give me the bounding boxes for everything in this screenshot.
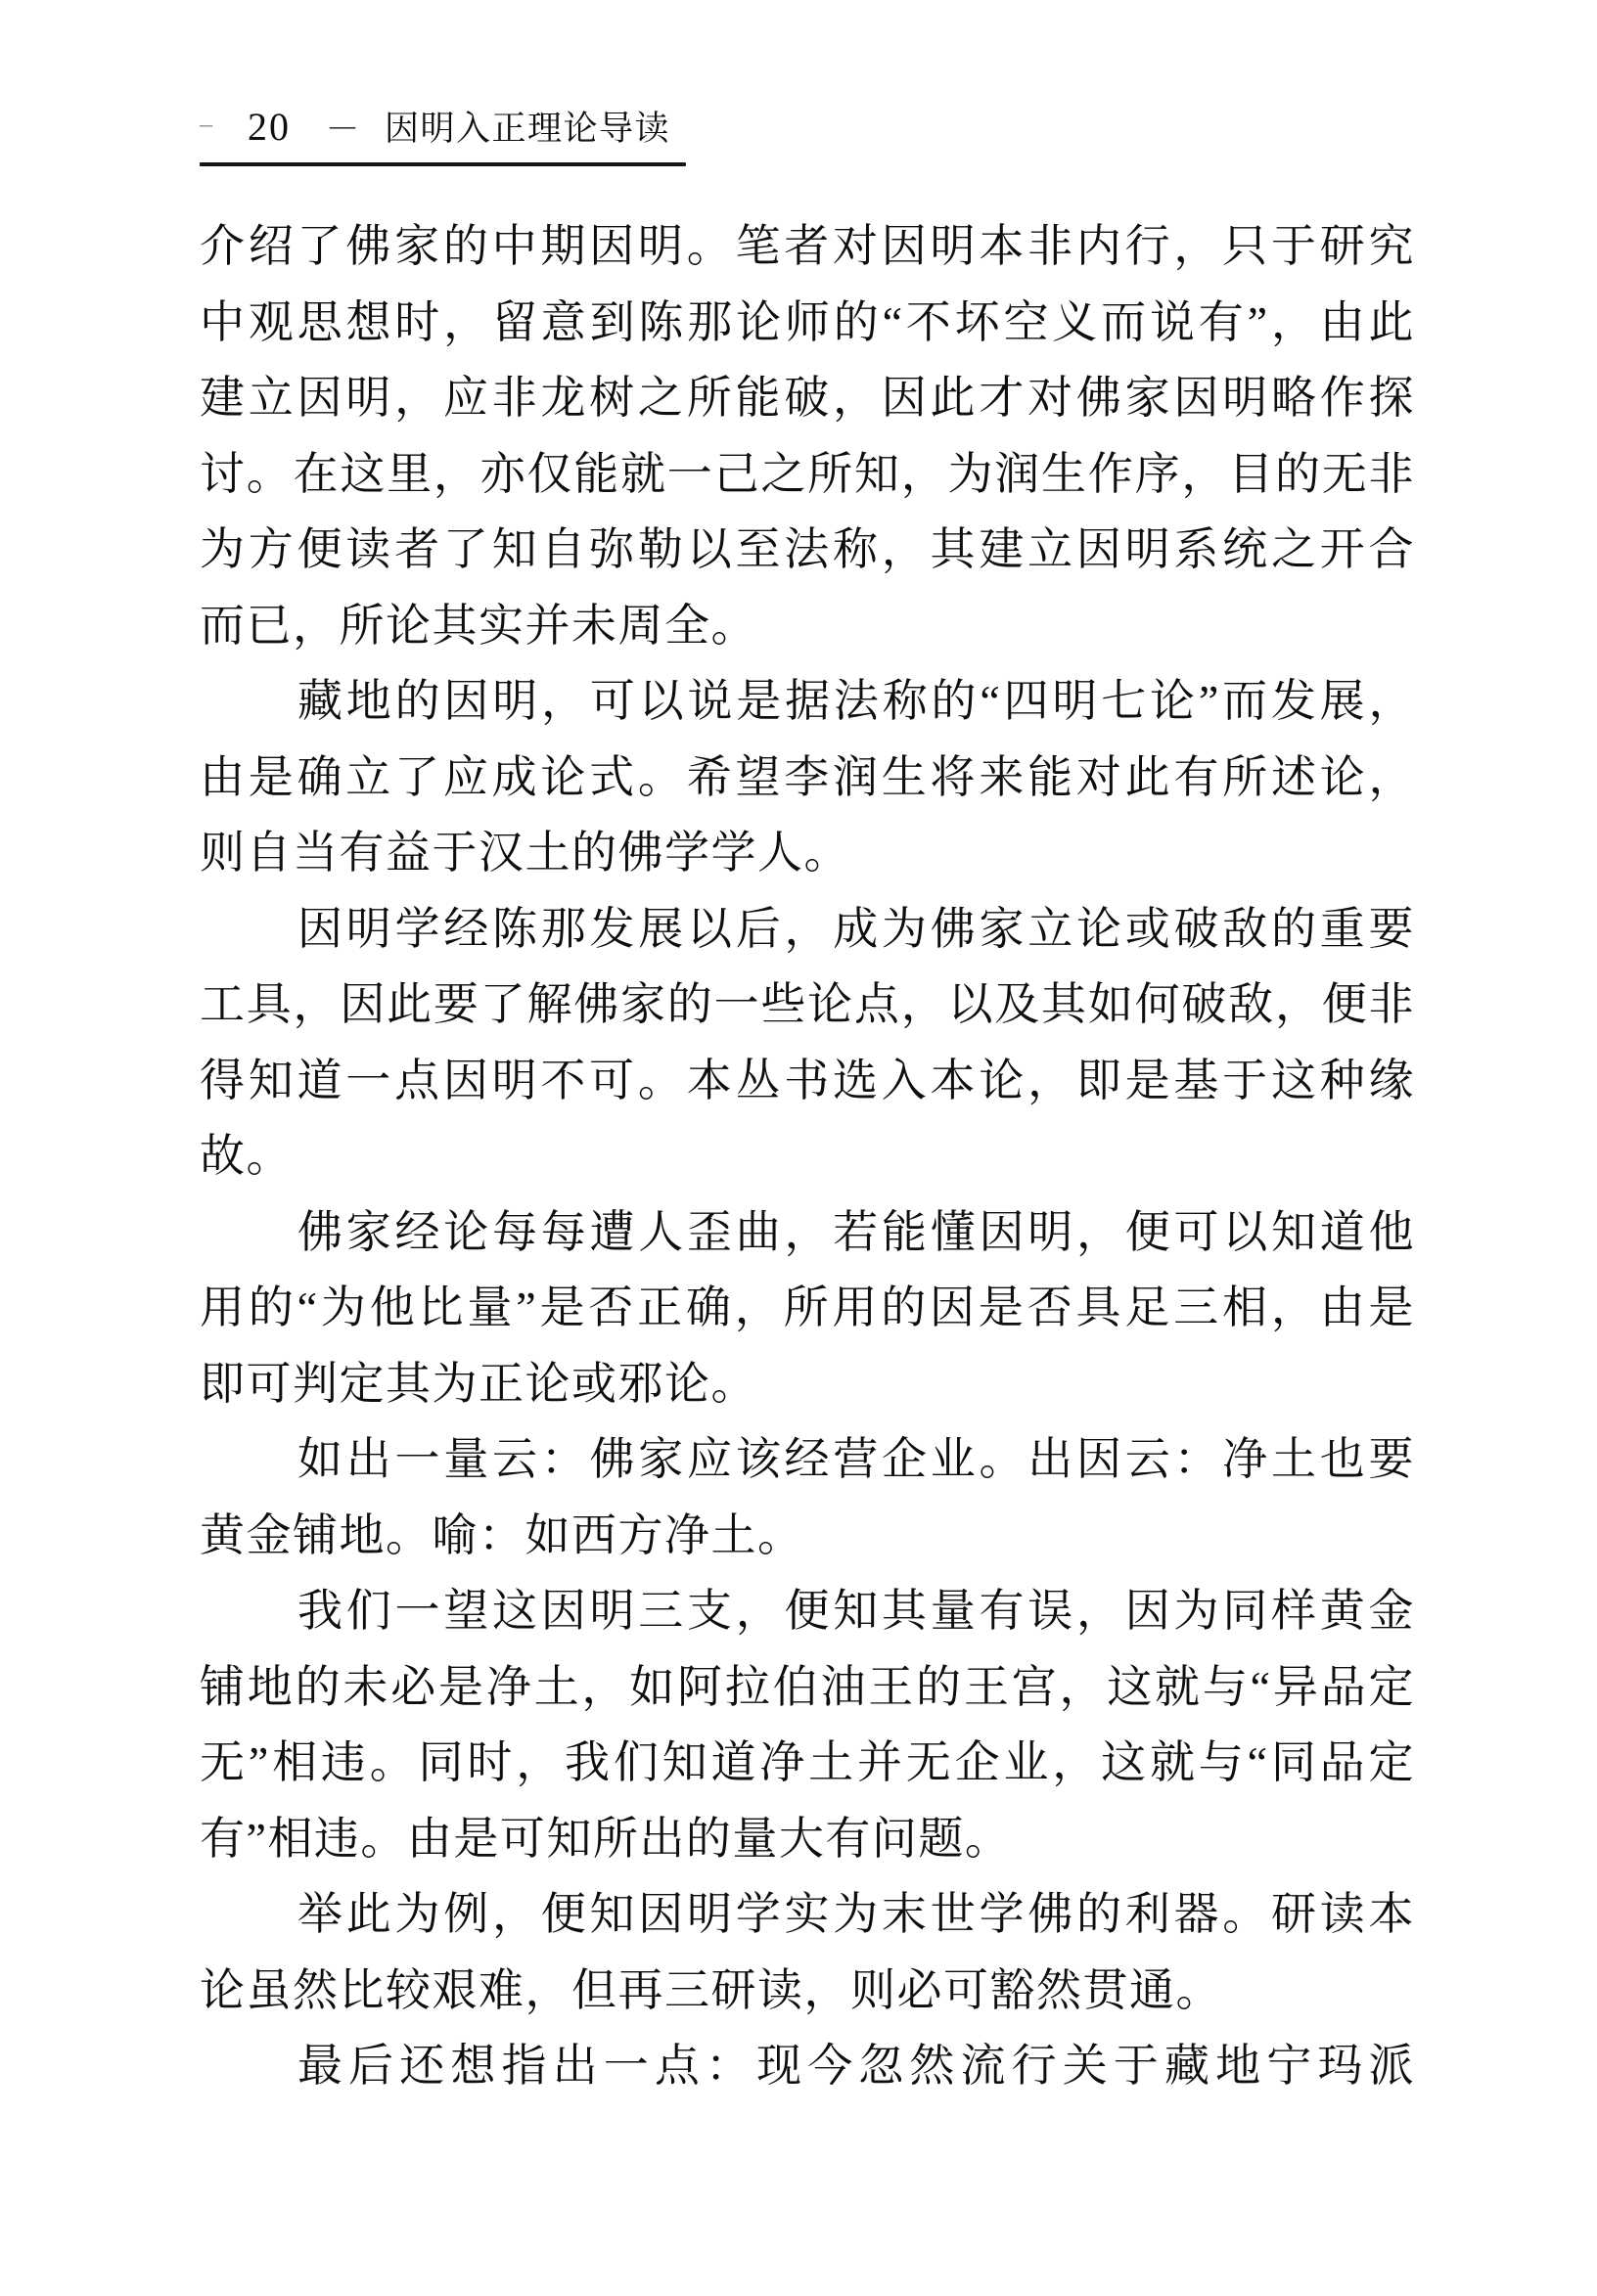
header-left-dash: – bbox=[200, 110, 212, 138]
page-header bbox=[200, 102, 686, 149]
text-line: 而已，所论其实并未周全。 bbox=[200, 600, 757, 651]
body-text bbox=[200, 208, 1415, 2104]
text-line: 中观思想时，留意到陈那论师的“不坏空义而说有”，由此 bbox=[200, 296, 1415, 347]
text-line: 有”相违。由是可知所出的量大有问题。 bbox=[200, 1813, 1012, 1864]
text-line: 最后还想指出一点：现今忽然流行关于藏地宁玛派 bbox=[297, 2041, 1415, 2091]
text-line: 举此为例，便知因明学实为末世学佛的利器。研读本 bbox=[297, 1889, 1415, 1939]
text-line: 为方便读者了知自弥勒以至法称，其建立因明系统之开合 bbox=[200, 524, 1415, 574]
text-line: 佛家经论每每遭人歪曲，若能懂因明，便可以知道他 bbox=[297, 1206, 1415, 1257]
header-rule bbox=[200, 162, 686, 166]
text-line: 黄金铺地。喻：如西方净土。 bbox=[200, 1509, 804, 1560]
page-number: 20 bbox=[248, 105, 291, 149]
header-separator-dash: — bbox=[330, 112, 355, 140]
text-line: 因明学经陈那发展以后，成为佛家立论或破敌的重要 bbox=[297, 903, 1415, 954]
text-line: 无”相违。同时，我们知道净土并无企业，这就与“同品定 bbox=[200, 1737, 1415, 1787]
text-line: 介绍了佛家的中期因明。笔者对因明本非内行，只于研究 bbox=[200, 221, 1415, 271]
text-line: 用的“为他比量”是否正确，所用的因是否具足三相，由是 bbox=[200, 1283, 1415, 1332]
text-line: 论虽然比较艰难，但再三研读，则必可豁然贯通。 bbox=[200, 1964, 1222, 2015]
text-line: 故。 bbox=[200, 1131, 293, 1181]
text-line: 得知道一点因明不可。本丛书选入本论，即是基于这种缘 bbox=[200, 1055, 1415, 1105]
text-line: 铺地的未必是净土，如阿拉伯油王的王宫，这就与“异品定 bbox=[200, 1661, 1415, 1712]
text-line: 如出一量云：佛家应该经营企业。出因云：净土也要 bbox=[297, 1434, 1415, 1484]
text-line: 藏地的因明，可以说是据法称的“四明七论”而发展， bbox=[297, 676, 1415, 726]
text-line: 我们一望这因明三支，便知其量有误，因为同样黄金 bbox=[297, 1586, 1415, 1636]
text-line: 讨。在这里，亦仅能就一己之所知，为润生作序，目的无非 bbox=[200, 448, 1415, 499]
book-title: 因明入正理论导读 bbox=[385, 110, 671, 148]
text-line: 建立因明，应非龙树之所能破，因此才对佛家因明略作探 bbox=[200, 373, 1415, 423]
text-line: 即可判定其为正论或邪论。 bbox=[200, 1358, 757, 1409]
text-line: 工具，因此要了解佛家的一些论点，以及其如何破敌，便非 bbox=[200, 979, 1415, 1029]
text-line: 由是确立了应成论式。希望李润生将来能对此有所述论， bbox=[200, 751, 1415, 802]
text-line: 则自当有益于汉土的佛学学人。 bbox=[200, 828, 850, 878]
